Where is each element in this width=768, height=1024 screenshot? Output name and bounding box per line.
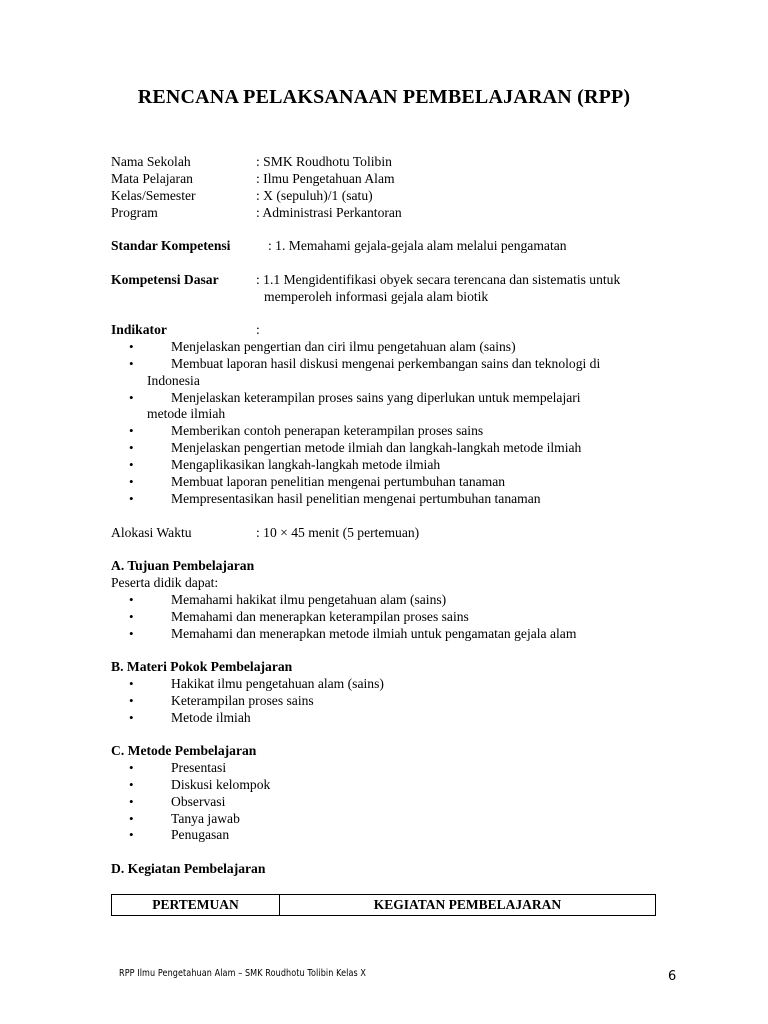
alokasi-label: Alokasi Waktu — [111, 525, 192, 540]
indikator-item-continuation: Indonesia — [147, 373, 200, 388]
bullet-icon: • — [129, 760, 134, 775]
materi-item: Hakikat ilmu pengetahuan alam (sains) — [171, 676, 384, 691]
bullet-icon: • — [129, 474, 134, 489]
standar-value: : 1. Memahami gejala-gejala alam melalui pengamatan — [268, 238, 567, 253]
bullet-icon: • — [129, 811, 134, 826]
identity-value-school: : SMK Roudhotu Tolibin — [256, 154, 392, 169]
bullet-icon: • — [129, 491, 134, 506]
identity-label-school: Nama Sekolah — [111, 154, 191, 169]
identity-label-class: Kelas/Semester — [111, 188, 196, 203]
indikator-item: Menjelaskan keterampilan proses sains yang diperlukan untuk mempelajari — [171, 390, 581, 405]
bullet-icon: • — [129, 609, 134, 624]
metode-item: Observasi — [171, 794, 226, 809]
kompetensi-value-line2: memperoleh informasi gejala alam biotik — [264, 289, 489, 304]
bullet-icon: • — [129, 440, 134, 455]
tujuan-heading: A. Tujuan Pembelajaran — [111, 558, 255, 573]
identity-label-subject: Mata Pelajaran — [111, 171, 193, 186]
table-header-kegiatan: KEGIATAN PEMBELAJARAN — [373, 897, 562, 912]
metode-heading: C. Metode Pembelajaran — [111, 743, 257, 758]
kegiatan-heading: D. Kegiatan Pembelajaran — [111, 861, 266, 876]
materi-heading: B. Materi Pokok Pembelajaran — [111, 659, 293, 674]
bullet-icon: • — [129, 626, 134, 641]
bullet-icon: • — [129, 423, 134, 438]
kompetensi-value-line1: : 1.1 Mengidentifikasi obyek secara terencana dan sistematis untuk — [256, 272, 621, 287]
indikator-item: Menjelaskan pengertian dan ciri ilmu pengetahuan alam (sains) — [171, 339, 516, 354]
kompetensi-label: Kompetensi Dasar — [111, 272, 219, 287]
bullet-icon: • — [129, 390, 134, 405]
indikator-item: Membuat laporan penelitian mengenai pertumbuhan tanaman — [171, 474, 506, 489]
materi-item: Metode ilmiah — [171, 710, 251, 725]
indikator-item: Membuat laporan hasil diskusi mengenai perkembangan sains dan teknologi di — [171, 356, 601, 371]
bullet-icon: • — [129, 710, 134, 725]
metode-item: Tanya jawab — [171, 811, 240, 826]
bullet-icon: • — [129, 777, 134, 792]
tujuan-intro: Peserta didik dapat: — [111, 575, 219, 590]
bullet-icon: • — [129, 794, 134, 809]
table-header-pertemuan: PERTEMUAN — [112, 895, 280, 915]
materi-item: Keterampilan proses sains — [171, 693, 314, 708]
bullet-icon: • — [129, 457, 134, 472]
alokasi-value: : 10 × 45 menit (5 pertemuan) — [256, 525, 420, 540]
identity-value-class: : X (sepuluh)/1 (satu) — [256, 188, 373, 203]
indikator-item: Mempresentasikan hasil penelitian mengenai pertumbuhan tanaman — [171, 491, 541, 506]
bullet-icon: • — [129, 693, 134, 708]
bullet-icon: • — [129, 676, 134, 691]
bullet-icon: • — [129, 827, 134, 842]
identity-value-subject: : Ilmu Pengetahuan Alam — [256, 171, 395, 186]
indikator-colon: : — [256, 322, 260, 337]
tujuan-item: Memahami dan menerapkan keterampilan proses sains — [171, 609, 469, 624]
page-footer: RPP Ilmu Pengetahuan Alam – SMK Roudhotu Tolibin Kelas X — [119, 968, 367, 979]
standar-label: Standar Kompetensi — [111, 238, 231, 253]
tujuan-item: Memahami dan menerapkan metode ilmiah untuk pengamatan gejala alam — [171, 626, 577, 641]
page-number: 6 — [668, 969, 677, 984]
indikator-label: Indikator — [111, 322, 167, 337]
identity-value-program: : Administrasi Perkantoran — [256, 205, 402, 220]
indikator-item: Memberikan contoh penerapan keterampilan proses sains — [171, 423, 484, 438]
tujuan-item: Memahami hakikat ilmu pengetahuan alam (sains) — [171, 592, 447, 607]
kegiatan-table-header — [111, 894, 656, 916]
metode-item: Presentasi — [171, 760, 227, 775]
bullet-icon: • — [129, 592, 134, 607]
metode-item: Penugasan — [171, 827, 230, 842]
identity-label-program: Program — [111, 205, 158, 220]
indikator-item: Menjelaskan pengertian metode ilmiah dan langkah-langkah metode ilmiah — [171, 440, 582, 455]
bullet-icon: • — [129, 339, 134, 354]
indikator-item: Mengaplikasikan langkah-langkah metode ilmiah — [171, 457, 441, 472]
indikator-item-continuation: metode ilmiah — [147, 406, 226, 421]
page-title: RENCANA PELAKSANAAN PEMBELAJARAN (RPP) — [137, 86, 631, 108]
metode-item: Diskusi kelompok — [171, 777, 271, 792]
bullet-icon: • — [129, 356, 134, 371]
